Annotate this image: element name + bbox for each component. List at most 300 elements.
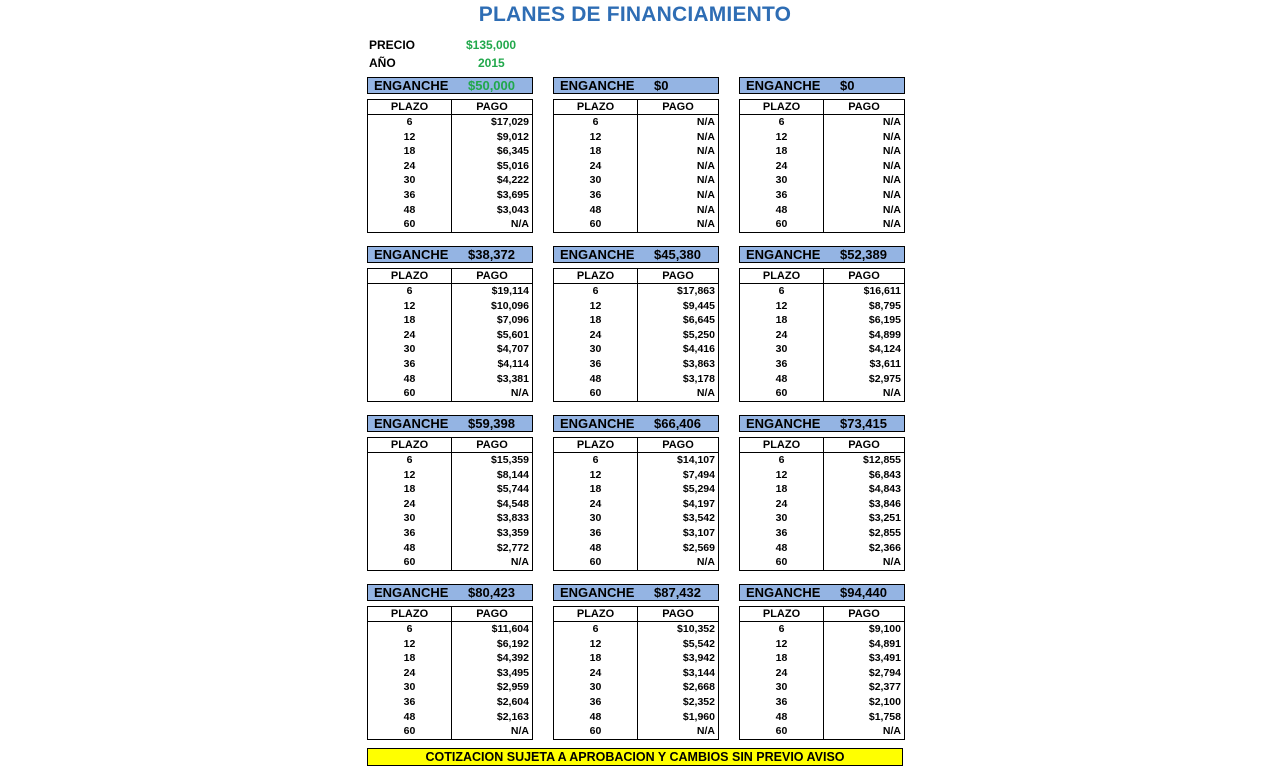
table-row [368, 622, 532, 637]
table-row [368, 680, 532, 695]
pago-cell: $4,891 [868, 637, 901, 650]
enganche-label: ENGANCHE [374, 416, 449, 431]
column-header-plazo: PLAZO [740, 269, 824, 283]
column-header-plazo: PLAZO [368, 607, 452, 621]
pago-cell: $2,100 [868, 695, 901, 708]
plazo-cell: 30 [368, 342, 452, 357]
table-row [740, 497, 904, 512]
plazo-cell: 24 [740, 328, 824, 343]
pago-cell: $7,096 [496, 314, 529, 327]
column-header-pago: PAGO [476, 439, 508, 451]
plazo-cell: 36 [368, 695, 452, 710]
plazo-cell: 30 [554, 342, 638, 357]
plazo-cell: 60 [554, 217, 638, 232]
table-row [554, 342, 718, 357]
plazo-cell: 36 [554, 526, 638, 541]
pago-cell: $17,029 [491, 116, 529, 128]
enganche-header [739, 246, 905, 263]
pago-cell: $9,100 [868, 623, 901, 635]
plazo-cell: 6 [554, 622, 638, 637]
plazo-cell: 18 [368, 144, 452, 159]
plazo-cell: 24 [554, 497, 638, 512]
pago-cell: $6,645 [682, 314, 715, 327]
plazo-cell: 24 [554, 159, 638, 174]
pago-cell: N/A [696, 159, 715, 172]
payment-table [739, 606, 905, 740]
pago-cell: $4,124 [868, 343, 901, 356]
financing-block [367, 584, 533, 740]
pago-cell: $4,222 [496, 174, 529, 187]
plazo-cell: 36 [368, 526, 452, 541]
column-header-pago: PAGO [848, 439, 880, 451]
enganche-value: $0 [654, 78, 669, 93]
table-row [740, 203, 904, 218]
pago-cell: $3,942 [682, 652, 715, 665]
pago-cell: N/A [882, 116, 901, 128]
column-header-pago: PAGO [662, 101, 694, 113]
financing-block [739, 415, 905, 571]
plazo-cell: 6 [740, 284, 824, 299]
pago-cell: $4,114 [497, 357, 529, 370]
table-row [554, 115, 718, 130]
pago-cell: $19,114 [491, 285, 529, 297]
column-header-pago: PAGO [476, 270, 508, 282]
pago-cell: $3,611 [869, 357, 901, 370]
column-header-plazo: PLAZO [368, 100, 452, 114]
table-row [554, 651, 718, 666]
enganche-header [553, 77, 719, 94]
pago-cell: $17,863 [677, 285, 715, 297]
table-row [368, 555, 532, 570]
table-row [740, 357, 904, 372]
plazo-cell: 30 [368, 173, 452, 188]
payment-table [367, 437, 533, 571]
plazo-cell: 18 [368, 482, 452, 497]
payment-table [553, 268, 719, 402]
plazo-cell: 12 [740, 637, 824, 652]
table-row [740, 342, 904, 357]
column-header-plazo: PLAZO [368, 438, 452, 452]
table-header [740, 438, 904, 453]
enganche-value: $94,440 [840, 585, 887, 600]
plazo-cell: 48 [740, 541, 824, 556]
plazo-cell: 48 [740, 710, 824, 725]
pago-cell: $4,392 [496, 652, 529, 665]
plazo-cell: 24 [740, 497, 824, 512]
enganche-value: $73,415 [840, 416, 887, 431]
pago-cell: $3,491 [868, 652, 901, 665]
plazo-cell: 36 [740, 695, 824, 710]
table-row [740, 637, 904, 652]
pago-cell: $8,144 [496, 468, 529, 481]
table-row [554, 328, 718, 343]
plazo-cell: 30 [554, 173, 638, 188]
table-row [368, 724, 532, 739]
table-row [368, 541, 532, 556]
table-header [368, 269, 532, 284]
enganche-value: $59,398 [468, 416, 515, 431]
table-row [554, 666, 718, 681]
pago-cell: $2,377 [868, 681, 901, 694]
pago-cell: $3,043 [496, 203, 529, 216]
pago-cell: $4,843 [868, 483, 901, 496]
enganche-value: $45,380 [654, 247, 701, 262]
pago-cell: $14,107 [677, 454, 715, 466]
pago-cell: N/A [696, 145, 715, 158]
table-header [740, 269, 904, 284]
pago-cell: $2,668 [682, 681, 715, 694]
enganche-header [367, 77, 533, 94]
pago-cell: $2,163 [496, 710, 529, 723]
plazo-cell: 12 [368, 299, 452, 314]
table-row [740, 710, 904, 725]
table-row [368, 328, 532, 343]
table-row [554, 482, 718, 497]
table-header [740, 100, 904, 115]
table-row [368, 313, 532, 328]
pago-cell: $6,195 [868, 314, 901, 327]
table-row [368, 511, 532, 526]
pago-cell: $5,542 [682, 637, 715, 650]
anio-value: 2015 [478, 56, 505, 70]
table-row [368, 637, 532, 652]
plazo-cell: 24 [554, 328, 638, 343]
plazo-cell: 18 [368, 313, 452, 328]
table-header [554, 100, 718, 115]
plazo-cell: 24 [554, 666, 638, 681]
table-row [554, 159, 718, 174]
table-row [740, 468, 904, 483]
enganche-header [739, 415, 905, 432]
financing-block [739, 584, 905, 740]
pago-cell: N/A [882, 218, 901, 231]
plazo-cell: 60 [368, 217, 452, 232]
table-row [368, 482, 532, 497]
column-header-pago: PAGO [848, 101, 880, 113]
enganche-header [553, 246, 719, 263]
table-row [368, 284, 532, 299]
pago-cell: $3,178 [682, 372, 715, 385]
table-row [740, 188, 904, 203]
plazo-cell: 6 [740, 453, 824, 468]
page-title: PLANES DE FINANCIAMIENTO [478, 3, 792, 26]
table-row [740, 482, 904, 497]
pago-cell: $3,695 [496, 188, 529, 201]
disclaimer-banner: COTIZACION SUJETA A APROBACION Y CAMBIOS SIN PREVIO AVISO [367, 748, 903, 766]
enganche-header [367, 584, 533, 601]
table-row [740, 511, 904, 526]
pago-cell: N/A [510, 556, 529, 569]
table-row [368, 342, 532, 357]
enganche-label: ENGANCHE [746, 247, 821, 262]
plazo-cell: 12 [368, 130, 452, 145]
plazo-cell: 12 [368, 637, 452, 652]
pago-cell: N/A [696, 203, 715, 216]
pago-cell: $2,975 [868, 372, 901, 385]
plazo-cell: 6 [740, 622, 824, 637]
pago-cell: $2,772 [496, 541, 529, 554]
payment-table [739, 99, 905, 233]
pago-cell: N/A [882, 174, 901, 187]
plazo-cell: 60 [740, 386, 824, 401]
enganche-header [739, 77, 905, 94]
table-row [740, 386, 904, 401]
plazo-cell: 30 [554, 680, 638, 695]
column-header-pago: PAGO [848, 270, 880, 282]
pago-cell: N/A [882, 188, 901, 201]
plazo-cell: 18 [740, 482, 824, 497]
anio-label: AÑO [369, 56, 396, 70]
pago-cell: $10,352 [677, 623, 715, 635]
plazo-cell: 18 [740, 144, 824, 159]
financing-block [739, 246, 905, 402]
payment-table [553, 606, 719, 740]
table-row [740, 666, 904, 681]
enganche-value: $87,432 [654, 585, 701, 600]
pago-cell: $10,096 [491, 299, 529, 312]
table-row [368, 173, 532, 188]
plazo-cell: 60 [740, 724, 824, 739]
plazo-cell: 48 [554, 710, 638, 725]
payment-table [367, 99, 533, 233]
plazo-cell: 24 [368, 497, 452, 512]
table-row [740, 680, 904, 695]
plazo-cell: 24 [740, 159, 824, 174]
column-header-plazo: PLAZO [554, 269, 638, 283]
pago-cell: $3,833 [496, 512, 529, 525]
table-header [554, 607, 718, 622]
plazo-cell: 48 [740, 203, 824, 218]
table-row [368, 666, 532, 681]
column-header-pago: PAGO [662, 270, 694, 282]
pago-cell: $5,250 [682, 328, 715, 341]
plazo-cell: 6 [368, 115, 452, 130]
plazo-cell: 12 [740, 468, 824, 483]
pago-cell: N/A [696, 725, 715, 738]
plazo-cell: 60 [740, 217, 824, 232]
table-header [554, 269, 718, 284]
enganche-header [367, 246, 533, 263]
plazo-cell: 18 [740, 651, 824, 666]
financing-block [553, 246, 719, 402]
column-header-plazo: PLAZO [740, 438, 824, 452]
pago-cell: N/A [882, 556, 901, 569]
table-row [740, 541, 904, 556]
column-header-pago: PAGO [662, 608, 694, 620]
plazo-cell: 18 [554, 651, 638, 666]
pago-cell: N/A [696, 218, 715, 231]
pago-cell: N/A [882, 387, 901, 400]
pago-cell: $3,144 [682, 666, 715, 679]
pago-cell: $1,960 [682, 710, 715, 723]
pago-cell: $5,294 [682, 483, 715, 496]
plazo-cell: 60 [368, 386, 452, 401]
table-row [368, 159, 532, 174]
table-row [554, 710, 718, 725]
enganche-header [739, 584, 905, 601]
table-row [740, 313, 904, 328]
plazo-cell: 24 [368, 159, 452, 174]
plazo-cell: 36 [740, 188, 824, 203]
table-row [554, 203, 718, 218]
table-row [740, 299, 904, 314]
pago-cell: N/A [696, 556, 715, 569]
table-row [554, 526, 718, 541]
table-row [740, 622, 904, 637]
pago-cell: $2,794 [868, 666, 901, 679]
pago-cell: N/A [510, 387, 529, 400]
plazo-cell: 48 [368, 710, 452, 725]
table-row [368, 453, 532, 468]
plazo-cell: 18 [554, 144, 638, 159]
pago-cell: $3,863 [682, 357, 715, 370]
plazo-cell: 36 [554, 188, 638, 203]
plazo-cell: 30 [554, 511, 638, 526]
pago-cell: $2,352 [682, 695, 715, 708]
enganche-label: ENGANCHE [374, 585, 449, 600]
plazo-cell: 30 [740, 173, 824, 188]
plazo-cell: 30 [740, 680, 824, 695]
table-header [368, 607, 532, 622]
table-row [368, 372, 532, 387]
plazo-cell: 60 [740, 555, 824, 570]
table-header [368, 100, 532, 115]
enganche-label: ENGANCHE [560, 78, 635, 93]
plazo-cell: 48 [554, 203, 638, 218]
plazo-cell: 6 [740, 115, 824, 130]
table-row [554, 468, 718, 483]
table-row [554, 695, 718, 710]
pago-cell: $6,345 [496, 145, 529, 158]
plazo-cell: 36 [740, 357, 824, 372]
pago-cell: N/A [696, 116, 715, 128]
table-row [554, 357, 718, 372]
enganche-value: $38,372 [468, 247, 515, 262]
table-row [740, 372, 904, 387]
payment-table [367, 268, 533, 402]
plazo-cell: 6 [368, 453, 452, 468]
column-header-plazo: PLAZO [554, 100, 638, 114]
enganche-header [367, 415, 533, 432]
plazo-cell: 6 [368, 622, 452, 637]
table-row [368, 357, 532, 372]
financing-block [367, 77, 533, 233]
pago-cell: $1,758 [868, 710, 901, 723]
table-row [368, 217, 532, 232]
pago-cell: $5,016 [496, 159, 529, 172]
enganche-header [553, 415, 719, 432]
plazo-cell: 36 [368, 188, 452, 203]
payment-table [739, 268, 905, 402]
enganche-value: $50,000 [468, 78, 515, 93]
plazo-cell: 60 [368, 555, 452, 570]
pago-cell: $4,899 [868, 328, 901, 341]
table-row [554, 497, 718, 512]
enganche-value: $80,423 [468, 585, 515, 600]
enganche-value: $66,406 [654, 416, 701, 431]
column-header-pago: PAGO [848, 608, 880, 620]
table-row [554, 299, 718, 314]
column-header-plazo: PLAZO [554, 607, 638, 621]
financing-block [367, 415, 533, 571]
pago-cell: N/A [696, 188, 715, 201]
table-row [740, 651, 904, 666]
pago-cell: $15,359 [491, 454, 529, 466]
pago-cell: $2,959 [496, 681, 529, 694]
table-row [368, 130, 532, 145]
plazo-cell: 48 [368, 372, 452, 387]
pago-cell: $3,542 [682, 512, 715, 525]
plazo-cell: 60 [554, 724, 638, 739]
enganche-label: ENGANCHE [560, 585, 635, 600]
table-row [554, 144, 718, 159]
payment-table [739, 437, 905, 571]
plazo-cell: 24 [368, 328, 452, 343]
pago-cell: $4,197 [682, 497, 715, 510]
plazo-cell: 6 [554, 115, 638, 130]
pago-cell: $12,855 [863, 454, 901, 466]
plazo-cell: 12 [368, 468, 452, 483]
pago-cell: $16,611 [863, 285, 901, 297]
pago-cell: $9,445 [682, 299, 715, 312]
enganche-header [553, 584, 719, 601]
table-row [554, 637, 718, 652]
plazo-cell: 18 [740, 313, 824, 328]
plazo-cell: 6 [554, 284, 638, 299]
financing-block [553, 77, 719, 233]
financing-block [367, 246, 533, 402]
table-row [368, 695, 532, 710]
table-row [554, 724, 718, 739]
plazo-cell: 6 [368, 284, 452, 299]
pago-cell: $2,569 [682, 541, 715, 554]
pago-cell: $4,707 [496, 343, 529, 356]
plazo-cell: 48 [368, 203, 452, 218]
financing-block [553, 584, 719, 740]
pago-cell: $5,744 [496, 483, 529, 496]
plazo-cell: 48 [554, 541, 638, 556]
plazo-cell: 12 [554, 299, 638, 314]
plazo-cell: 36 [368, 357, 452, 372]
pago-cell: $4,416 [682, 343, 715, 356]
table-row [740, 159, 904, 174]
plazo-cell: 24 [368, 666, 452, 681]
table-row [740, 724, 904, 739]
plazo-cell: 12 [740, 130, 824, 145]
plazo-cell: 60 [554, 555, 638, 570]
table-row [368, 386, 532, 401]
payment-table [553, 437, 719, 571]
column-header-pago: PAGO [476, 608, 508, 620]
plazo-cell: 48 [740, 372, 824, 387]
table-row [368, 497, 532, 512]
plazo-cell: 48 [554, 372, 638, 387]
table-row [554, 555, 718, 570]
table-row [740, 115, 904, 130]
table-row [368, 526, 532, 541]
enganche-label: ENGANCHE [746, 585, 821, 600]
table-row [554, 511, 718, 526]
pago-cell: $6,843 [868, 468, 901, 481]
plazo-cell: 18 [554, 482, 638, 497]
pago-cell: N/A [510, 725, 529, 738]
table-row [554, 453, 718, 468]
financing-block [739, 77, 905, 233]
table-row [554, 622, 718, 637]
plazo-cell: 18 [554, 313, 638, 328]
table-row [368, 299, 532, 314]
pago-cell: N/A [696, 174, 715, 187]
